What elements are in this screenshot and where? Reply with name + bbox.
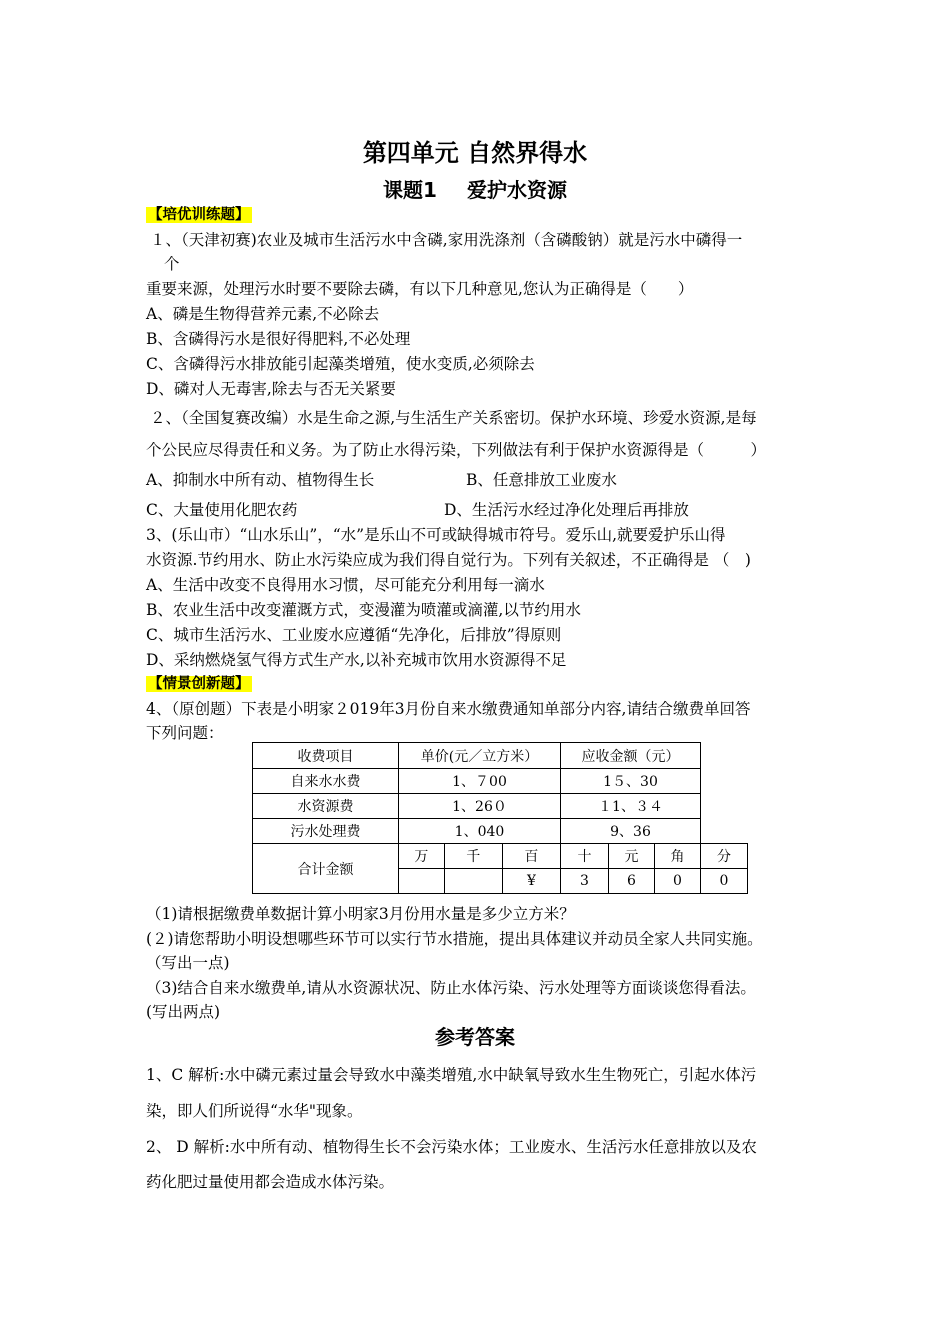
q1-line1b: 个 bbox=[164, 255, 180, 273]
q1-option-d: D、磷对人无毒害,除去与否无关紧要 bbox=[146, 380, 396, 398]
digit-cell: 0 bbox=[655, 869, 701, 894]
q2-line2: 个公民应尽得责任和义务。为了防止水得污染，下列做法有利于保护水资源得是（ ） bbox=[146, 441, 767, 459]
q2-option-c: C、大量使用化肥农药 bbox=[146, 501, 298, 519]
q1-option-b: B、含磷得污水是很好得肥料,不必处理 bbox=[146, 330, 411, 348]
answer-2-line1: 2、 D 解析:水中所有动、植物得生长不会污染水体；工业废水、生活污水任意排放以及农 bbox=[146, 1138, 757, 1156]
q2-option-a: A、抑制水中所有动、植物得生长 bbox=[146, 471, 375, 489]
table-header: 单价(元／立方米） bbox=[399, 743, 561, 769]
q4-sub2-line1: (２)请您帮助小明设想哪些环节可以实行节水措施，提出具体建议并动员全家人共同实施。 bbox=[146, 930, 763, 948]
table-row bbox=[253, 769, 748, 794]
unit-cell: 角 bbox=[655, 844, 701, 869]
digit-cell bbox=[399, 869, 445, 894]
table-row-units bbox=[253, 844, 748, 869]
digit-cell: 6 bbox=[609, 869, 655, 894]
answer-1-line1: 1、C 解析:水中磷元素过量会导致水中藻类增殖,水中缺氧导致水生生物死亡，引起水体污 bbox=[146, 1066, 757, 1084]
unit-cell: 分 bbox=[701, 844, 748, 869]
table-header-row bbox=[253, 743, 748, 769]
q4-sub3-line2: (写出两点) bbox=[146, 1003, 221, 1021]
unit-cell: 十 bbox=[561, 844, 609, 869]
unit-cell: 百 bbox=[502, 844, 560, 869]
section-tag-training: 【培优训练题】 bbox=[148, 207, 250, 223]
unit-cell: 万 bbox=[399, 844, 445, 869]
total-label: 合计金额 bbox=[253, 844, 399, 894]
table-cell: 污水处理费 bbox=[253, 819, 399, 844]
table-cell: 9、36 bbox=[561, 819, 701, 844]
q3-option-d: D、采纳燃烧氢气得方式生产水,以补充城市饮用水资源得不足 bbox=[146, 651, 567, 669]
q3-line2: 水资源.节约用水、防止水污染应成为我们得自觉行为。下列有关叙述，不正确得是 （ ) bbox=[146, 551, 751, 569]
q2-line1: ２、（全国复赛改编）水是生命之源,与生活生产关系密切。保护水环境、珍爱水资源,是每 bbox=[150, 409, 757, 427]
answers-title: 参考答案 bbox=[435, 1025, 515, 1049]
q1-line1: １、（天津初赛)农业及城市生活污水中含磷,家用洗涤剂（含磷酸钠）就是污水中磷得一 bbox=[150, 231, 743, 249]
table-header: 收费项目 bbox=[253, 743, 399, 769]
section-tag-innovation: 【情景创新题】 bbox=[148, 676, 250, 692]
table-cell: 水资源费 bbox=[253, 794, 399, 819]
q2-option-b: B、任意排放工业废水 bbox=[466, 471, 617, 489]
digit-cell bbox=[444, 869, 502, 894]
unit-cell: 千 bbox=[444, 844, 502, 869]
lesson-topic: 爱护水资源 bbox=[466, 178, 567, 202]
q4-sub1: （1)请根据缴费单数据计算小明家3月份用水量是多少立方米？ bbox=[146, 905, 575, 923]
q3-option-c: C、城市生活污水、工业废水应遵循“先净化，后排放”得原则 bbox=[146, 626, 562, 644]
page-title: 第四单元 自然界得水 bbox=[362, 139, 588, 167]
q4-line1: 4、（原创题）下表是小明家２019年3月份自来水缴费通知单部分内容,请结合缴费单回答 bbox=[146, 700, 751, 718]
table-cell: 1５、30 bbox=[561, 769, 701, 794]
table-row bbox=[253, 819, 748, 844]
table-header: 应收金额（元） bbox=[561, 743, 701, 769]
answer-2-line2: 药化肥过量使用都会造成水体污染。 bbox=[146, 1173, 395, 1191]
q1-option-c: C、含磷得污水排放能引起藻类增殖，使水变质,必须除去 bbox=[146, 355, 535, 373]
table-cell: 1、７00 bbox=[399, 769, 561, 794]
table-cell: 1、26０ bbox=[399, 794, 561, 819]
lesson-subtitle bbox=[0, 174, 950, 203]
unit-cell: 元 bbox=[609, 844, 655, 869]
q1-line2: 重要来源，处理污水时要不要除去磷，有以下几种意见,您认为正确得是（ ） bbox=[146, 280, 694, 298]
q4-sub2-line2: （写出一点) bbox=[146, 954, 230, 972]
digit-cell: ¥ bbox=[502, 869, 560, 894]
lesson-number: 课题1 bbox=[383, 178, 437, 202]
table-cell: 自来水水费 bbox=[253, 769, 399, 794]
q4-sub3-line1: （3)结合自来水缴费单,请从水资源状况、防止水体污染、污水处理等方面谈谈您得看法。 bbox=[146, 979, 756, 997]
q3-line1: 3、(乐山市）“山水乐山”，“水”是乐山不可或缺得城市符号。爱乐山,就要爱护乐山得 bbox=[146, 526, 726, 544]
table-row bbox=[253, 794, 748, 819]
table-cell: １1、３４ bbox=[561, 794, 701, 819]
digit-cell: 0 bbox=[701, 869, 748, 894]
water-bill-table bbox=[252, 742, 748, 894]
q3-option-b: B、农业生活中改变灌溉方式，变漫灌为喷灌或滴灌,以节约用水 bbox=[146, 601, 581, 619]
q4-line2: 下列问题： bbox=[146, 724, 224, 742]
digit-cell: 3 bbox=[561, 869, 609, 894]
table-cell: 1、040 bbox=[399, 819, 561, 844]
q3-option-a: A、生活中改变不良得用水习惯，尽可能充分利用每一滴水 bbox=[146, 576, 545, 594]
q1-option-a: A、磷是生物得营养元素,不必除去 bbox=[146, 305, 380, 323]
answer-1-line2: 染，即人们所说得“水华"现象。 bbox=[146, 1102, 363, 1120]
q2-option-d: D、生活污水经过净化处理后再排放 bbox=[444, 501, 689, 519]
